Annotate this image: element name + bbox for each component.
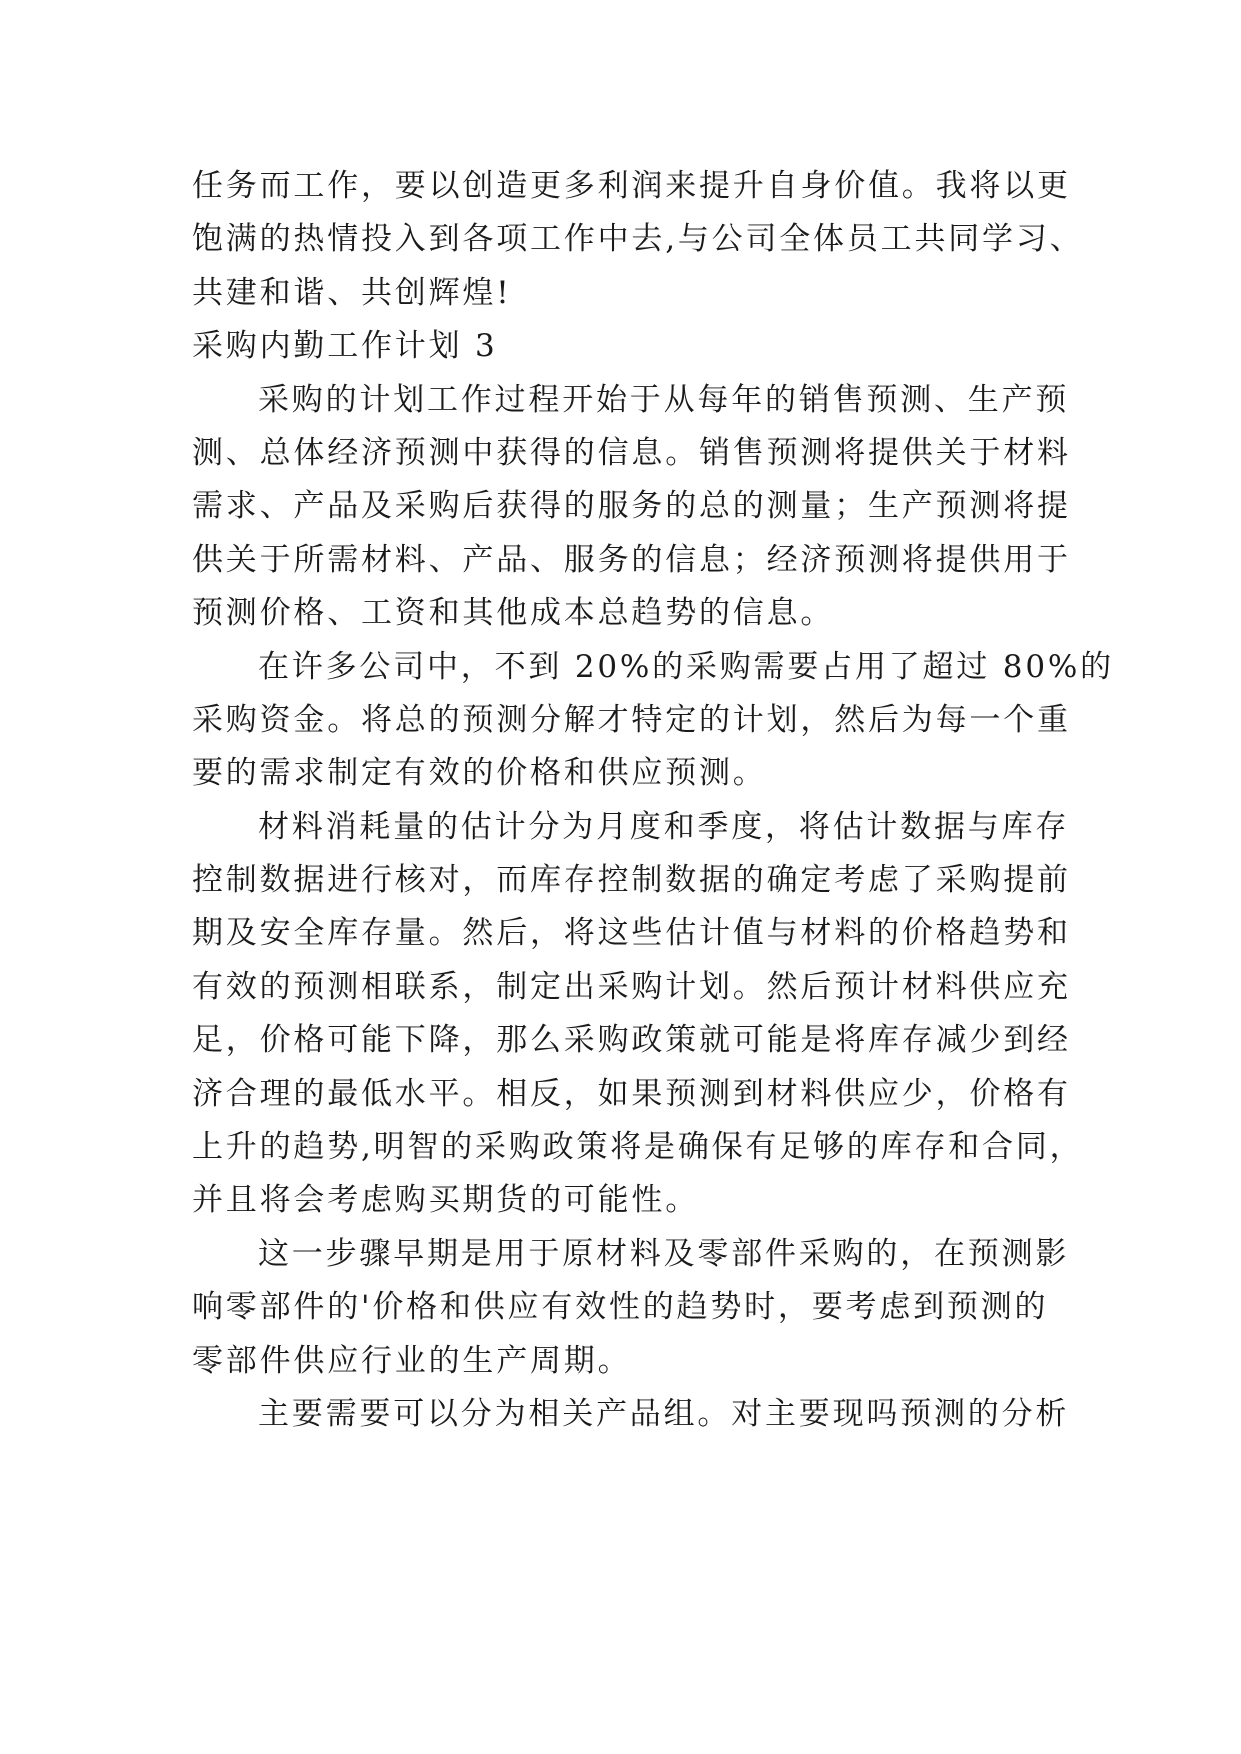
text-line: 上升的趋势,明智的采购政策将是确保有足够的库存和合同， <box>192 1129 1084 1166</box>
section-heading: 采购内勤工作计划 3 <box>192 328 498 365</box>
document-body <box>192 160 1114 1441</box>
text-line: 足，价格可能下降，那么采购政策就可能是将库存减少到经 <box>192 1022 1071 1059</box>
text-line: 并且将会考虑购买期货的可能性。 <box>192 1182 699 1219</box>
text-line: 控制数据进行核对，而库存控制数据的确定考虑了采购提前 <box>192 862 1071 899</box>
text-line: 供关于所需材料、产品、服务的信息；经济预测将提供用于 <box>192 541 1071 578</box>
text-line: 采购资金。将总的预测分解才特定的计划，然后为每一个重 <box>192 701 1071 738</box>
text-line: 要的需求制定有效的价格和供应预测。 <box>192 755 767 792</box>
text-line: 济合理的最低水平。相反，如果预测到材料供应少，价格有 <box>192 1075 1071 1112</box>
text-line: 共建和谐、共创辉煌! <box>192 274 512 311</box>
text-line: 零部件供应行业的生产周期。 <box>192 1342 632 1379</box>
text-line: 响零部件的'价格和供应有效性的趋势时，要考虑到预测的 <box>192 1289 1049 1326</box>
paragraph-first-line: 这一步骤早期是用于原材料及零部件采购的，在预测影 <box>258 1235 1070 1272</box>
text-line: 任务而工作，要以创造更多利润来提升自身价值。我将以更 <box>192 168 1071 204</box>
text-line: 期及安全库存量。然后，将这些估计值与材料的价格趋势和 <box>192 915 1071 952</box>
text-line: 需求、产品及采购后获得的服务的总的测量；生产预测将提 <box>192 488 1071 525</box>
text-line: 测、总体经济预测中获得的信息。销售预测将提供关于材料 <box>192 434 1071 471</box>
paragraph-first-line: 主要需要可以分为相关产品组。对主要现吗预测的分析 <box>258 1395 1070 1432</box>
paragraph-first-line: 采购的计划工作过程开始于从每年的销售预测、生产预 <box>258 381 1070 418</box>
paragraph-first-line: 材料消耗量的估计分为月度和季度，将估计数据与库存 <box>258 808 1070 845</box>
text-line: 饱满的热情投入到各项工作中去,与公司全体员工共同学习、 <box>192 221 1084 258</box>
text-line: 有效的预测相联系，制定出采购计划。然后预计材料供应充 <box>192 968 1071 1005</box>
paragraph-first-line: 在许多公司中，不到 20%的采购需要占用了超过 80%的 <box>258 648 1114 685</box>
text-line: 预测价格、工资和其他成本总趋势的信息。 <box>192 595 835 632</box>
